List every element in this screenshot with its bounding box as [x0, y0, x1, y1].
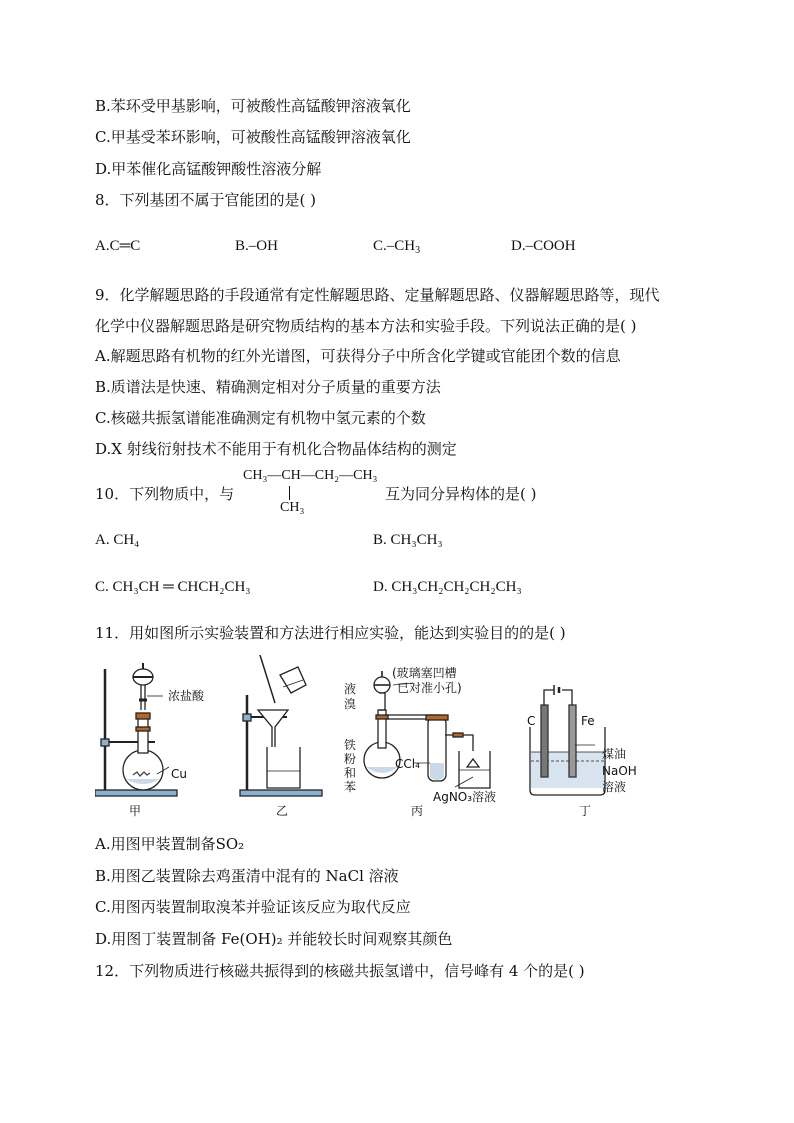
- label-hcl: 浓盐酸: [168, 689, 205, 703]
- label-ding: 丁: [579, 804, 592, 818]
- q10-structure-main: CH₃—CH—CH₂—CH₃: [243, 468, 378, 483]
- q8-option-c-text: C.–CH: [373, 238, 416, 254]
- q10-stem-suffix: 互为同分异构体的是( ): [385, 485, 537, 503]
- label-yi: 乙: [276, 804, 289, 818]
- apparatus-yi: [240, 655, 322, 796]
- q8-option-c-sub: 3: [415, 245, 421, 256]
- q9-option-d: D.X 射线衍射技术不能用于有机化合物晶体结构的测定: [95, 440, 457, 458]
- label-kerosene: 煤油: [602, 747, 627, 761]
- label-iron: Fe: [581, 714, 595, 728]
- q10-stem-prefix: 10．下列物质中，与: [95, 485, 235, 503]
- q7-option-b: B.苯环受甲基影响，可被酸性高锰酸钾溶液氧化: [95, 97, 411, 115]
- apparatus-ding: [530, 685, 605, 795]
- q11-option-b: B.用图乙装置除去鸡蛋清中混有的 NaCl 溶液: [95, 867, 399, 885]
- q10-option-c: C. CH₃CH ═ CHCH₂CH₃: [95, 579, 251, 595]
- q10-option-b: B. CH₃CH₃: [373, 532, 443, 548]
- q8-option-b: B.–OH: [235, 238, 278, 254]
- q9-stem-line2: 化学中仪器解题思路是研究物质结构的基本方法和实验手段。下列说法正确的是( ): [95, 317, 637, 335]
- q8-option-c: [373, 236, 420, 256]
- label-agno3: AgNO₃溶液: [433, 790, 497, 804]
- label-bing: 丙: [411, 804, 424, 818]
- label-stopper-2: 已对准小孔): [397, 681, 462, 695]
- q7-option-c: C.甲基受苯环影响，可被酸性高锰酸钾溶液氧化: [95, 128, 411, 146]
- q11-stem: 11．用如图所示实验装置和方法进行相应实验，能达到实验目的的是( ): [95, 624, 566, 642]
- label-solution: 溶液: [602, 780, 627, 794]
- label-liquid-bromine-2: 溴: [344, 697, 357, 711]
- label-iron-benzene-2: 粉: [344, 752, 357, 766]
- q9-option-c: C.核磁共振氢谱能准确测定有机物中氢元素的个数: [95, 409, 426, 427]
- q10-structure-branch: CH₃: [280, 500, 305, 515]
- q11-apparatus-figure: [95, 655, 655, 825]
- q11-option-d: D.用图丁装置制备 Fe(OH)₂ 并能较长时间观察其颜色: [95, 930, 453, 948]
- apparatus-jia: [95, 663, 177, 796]
- q8-option-a: A.C═C: [95, 238, 141, 254]
- q8-option-d: D.–COOH: [511, 238, 576, 254]
- q9-stem-line1: 9．化学解题思路的手段通常有定性解题思路、定量解题思路、仪器解题思路等，现代: [95, 286, 660, 304]
- label-iron-benzene-3: 和: [344, 766, 357, 780]
- label-stopper-1: (玻璃塞凹槽: [392, 666, 457, 680]
- q8-stem: 8．下列基团不属于官能团的是( ): [95, 191, 317, 209]
- label-carbon: C: [527, 714, 536, 728]
- label-jia: 甲: [129, 804, 142, 818]
- q11-option-a: A.用图甲装置制备SO₂: [95, 835, 245, 853]
- q10-structure-bond: [289, 486, 290, 500]
- q7-option-d: D.甲苯催化高锰酸钾酸性溶液分解: [95, 160, 322, 178]
- q12-stem: 12．下列物质进行核磁共振得到的核磁共振氢谱中，信号峰有 4 个的是( ): [95, 962, 585, 980]
- q10-option-d: D. CH₃CH₂CH₂CH₂CH₃: [373, 579, 522, 595]
- q10-option-a: A. CH₄: [95, 532, 140, 548]
- label-iron-benzene-4: 苯: [344, 780, 357, 794]
- q9-option-b: B.质谱法是快速、精确测定相对分子质量的重要方法: [95, 378, 441, 396]
- label-naoh: NaOH: [602, 764, 637, 778]
- label-cu: Cu: [171, 767, 187, 781]
- q11-option-c: C.用图丙装置制取溴苯并验证该反应为取代反应: [95, 898, 411, 916]
- label-ccl4: CCl₄: [395, 757, 420, 771]
- q9-option-a: A.解题思路有机物的红外光谱图，可获得分子中所含化学键或官能团个数的信息: [95, 347, 621, 365]
- label-iron-benzene-1: 铁: [344, 738, 357, 752]
- label-liquid-bromine-1: 液: [344, 682, 357, 696]
